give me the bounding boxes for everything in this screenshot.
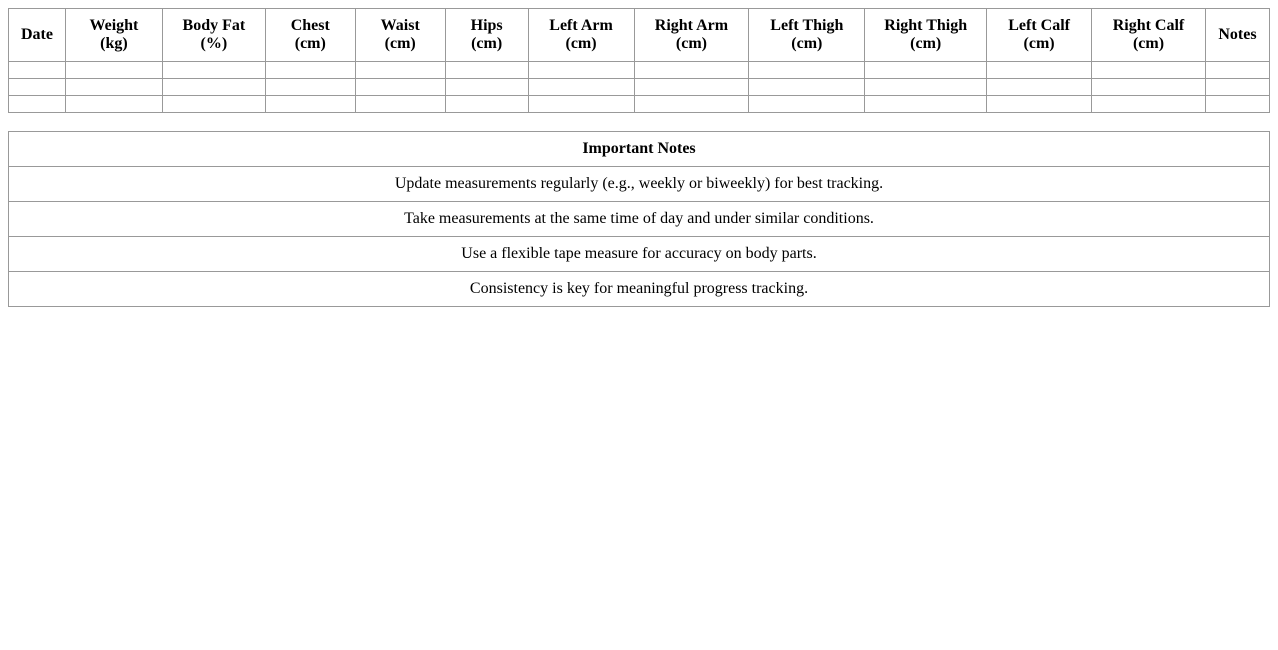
table-cell[interactable] <box>65 96 162 113</box>
header-left-arm-unit: (cm) <box>565 35 597 52</box>
note-item: Use a flexible tape measure for accuracy on body parts. <box>9 237 1270 272</box>
header-hips-unit: (cm) <box>471 35 503 52</box>
table-cell[interactable] <box>65 62 162 79</box>
table-cell[interactable] <box>634 62 749 79</box>
measurement-table <box>8 8 1270 113</box>
table-cell[interactable] <box>265 62 355 79</box>
table-cell[interactable] <box>265 79 355 96</box>
header-waist <box>355 9 445 62</box>
table-cell[interactable] <box>634 96 749 113</box>
table-cell[interactable] <box>1205 96 1269 113</box>
note-item: Update measurements regularly (e.g., weekly or biweekly) for best tracking. <box>9 167 1270 202</box>
table-cell[interactable] <box>1092 62 1206 79</box>
measurement-header-row <box>9 9 1270 62</box>
header-date-label: Date <box>20 26 53 43</box>
table-cell[interactable] <box>9 79 66 96</box>
table-cell[interactable] <box>987 62 1092 79</box>
header-date <box>9 9 66 62</box>
table-row <box>9 79 1270 96</box>
header-waist-unit: (cm) <box>384 35 416 52</box>
important-notes-table <box>8 131 1270 307</box>
note-row <box>9 272 1270 307</box>
header-body-fat-unit: (%) <box>200 35 228 52</box>
header-right-thigh-unit: (cm) <box>910 35 942 52</box>
header-left-thigh-label: Left Thigh <box>770 17 844 34</box>
header-right-arm <box>634 9 749 62</box>
table-cell[interactable] <box>265 96 355 113</box>
table-cell[interactable] <box>445 79 528 96</box>
table-cell[interactable] <box>1205 79 1269 96</box>
header-right-calf-unit: (cm) <box>1132 35 1165 52</box>
table-cell[interactable] <box>445 62 528 79</box>
table-cell[interactable] <box>865 62 987 79</box>
header-left-thigh <box>749 9 865 62</box>
table-cell[interactable] <box>445 96 528 113</box>
table-cell[interactable] <box>865 96 987 113</box>
note-row <box>9 167 1270 202</box>
table-cell[interactable] <box>749 79 865 96</box>
header-left-calf-unit: (cm) <box>1023 35 1055 52</box>
table-cell[interactable] <box>9 62 66 79</box>
note-row <box>9 237 1270 272</box>
header-right-thigh <box>865 9 987 62</box>
table-cell[interactable] <box>987 96 1092 113</box>
table-cell[interactable] <box>528 79 634 96</box>
header-hips-label: Hips <box>470 17 503 34</box>
notes-header-row <box>9 132 1270 167</box>
table-cell[interactable] <box>1092 79 1206 96</box>
table-row <box>9 96 1270 113</box>
header-waist-label: Waist <box>380 17 420 34</box>
table-cell[interactable] <box>355 96 445 113</box>
table-cell[interactable] <box>355 62 445 79</box>
table-cell[interactable] <box>634 79 749 96</box>
header-chest-unit: (cm) <box>294 35 326 52</box>
header-hips <box>445 9 528 62</box>
header-left-thigh-unit: (cm) <box>791 35 823 52</box>
header-weight <box>65 9 162 62</box>
header-weight-label: Weight <box>89 17 139 34</box>
header-weight-unit: (kg) <box>100 35 128 52</box>
table-cell[interactable] <box>528 62 634 79</box>
table-cell[interactable] <box>355 79 445 96</box>
header-right-arm-unit: (cm) <box>675 35 707 52</box>
page <box>0 0 1278 315</box>
header-body-fat-label: Body Fat <box>182 17 246 34</box>
header-right-thigh-label: Right Thigh <box>884 17 968 34</box>
table-cell[interactable] <box>162 96 265 113</box>
table-cell[interactable] <box>162 62 265 79</box>
note-item: Consistency is key for meaningful progress tracking. <box>9 272 1270 307</box>
table-cell[interactable] <box>1205 62 1269 79</box>
note-item: Take measurements at the same time of day and under similar conditions. <box>9 202 1270 237</box>
header-left-calf-label: Left Calf <box>1008 17 1070 34</box>
header-chest-label: Chest <box>290 17 330 34</box>
header-left-arm <box>528 9 634 62</box>
important-notes-title: Important Notes <box>9 132 1270 167</box>
header-right-calf <box>1092 9 1206 62</box>
table-cell[interactable] <box>65 79 162 96</box>
table-cell[interactable] <box>749 96 865 113</box>
header-chest <box>265 9 355 62</box>
header-right-calf-label: Right Calf <box>1112 17 1185 34</box>
table-cell[interactable] <box>1092 96 1206 113</box>
table-cell[interactable] <box>9 96 66 113</box>
table-row <box>9 62 1270 79</box>
header-body-fat <box>162 9 265 62</box>
header-left-arm-label: Left Arm <box>549 17 613 34</box>
header-notes <box>1205 9 1269 62</box>
table-cell[interactable] <box>865 79 987 96</box>
table-cell[interactable] <box>528 96 634 113</box>
header-notes-label: Notes <box>1218 26 1257 43</box>
table-cell[interactable] <box>987 79 1092 96</box>
table-cell[interactable] <box>162 79 265 96</box>
note-row <box>9 202 1270 237</box>
header-right-arm-label: Right Arm <box>654 17 729 34</box>
header-left-calf <box>987 9 1092 62</box>
table-cell[interactable] <box>749 62 865 79</box>
